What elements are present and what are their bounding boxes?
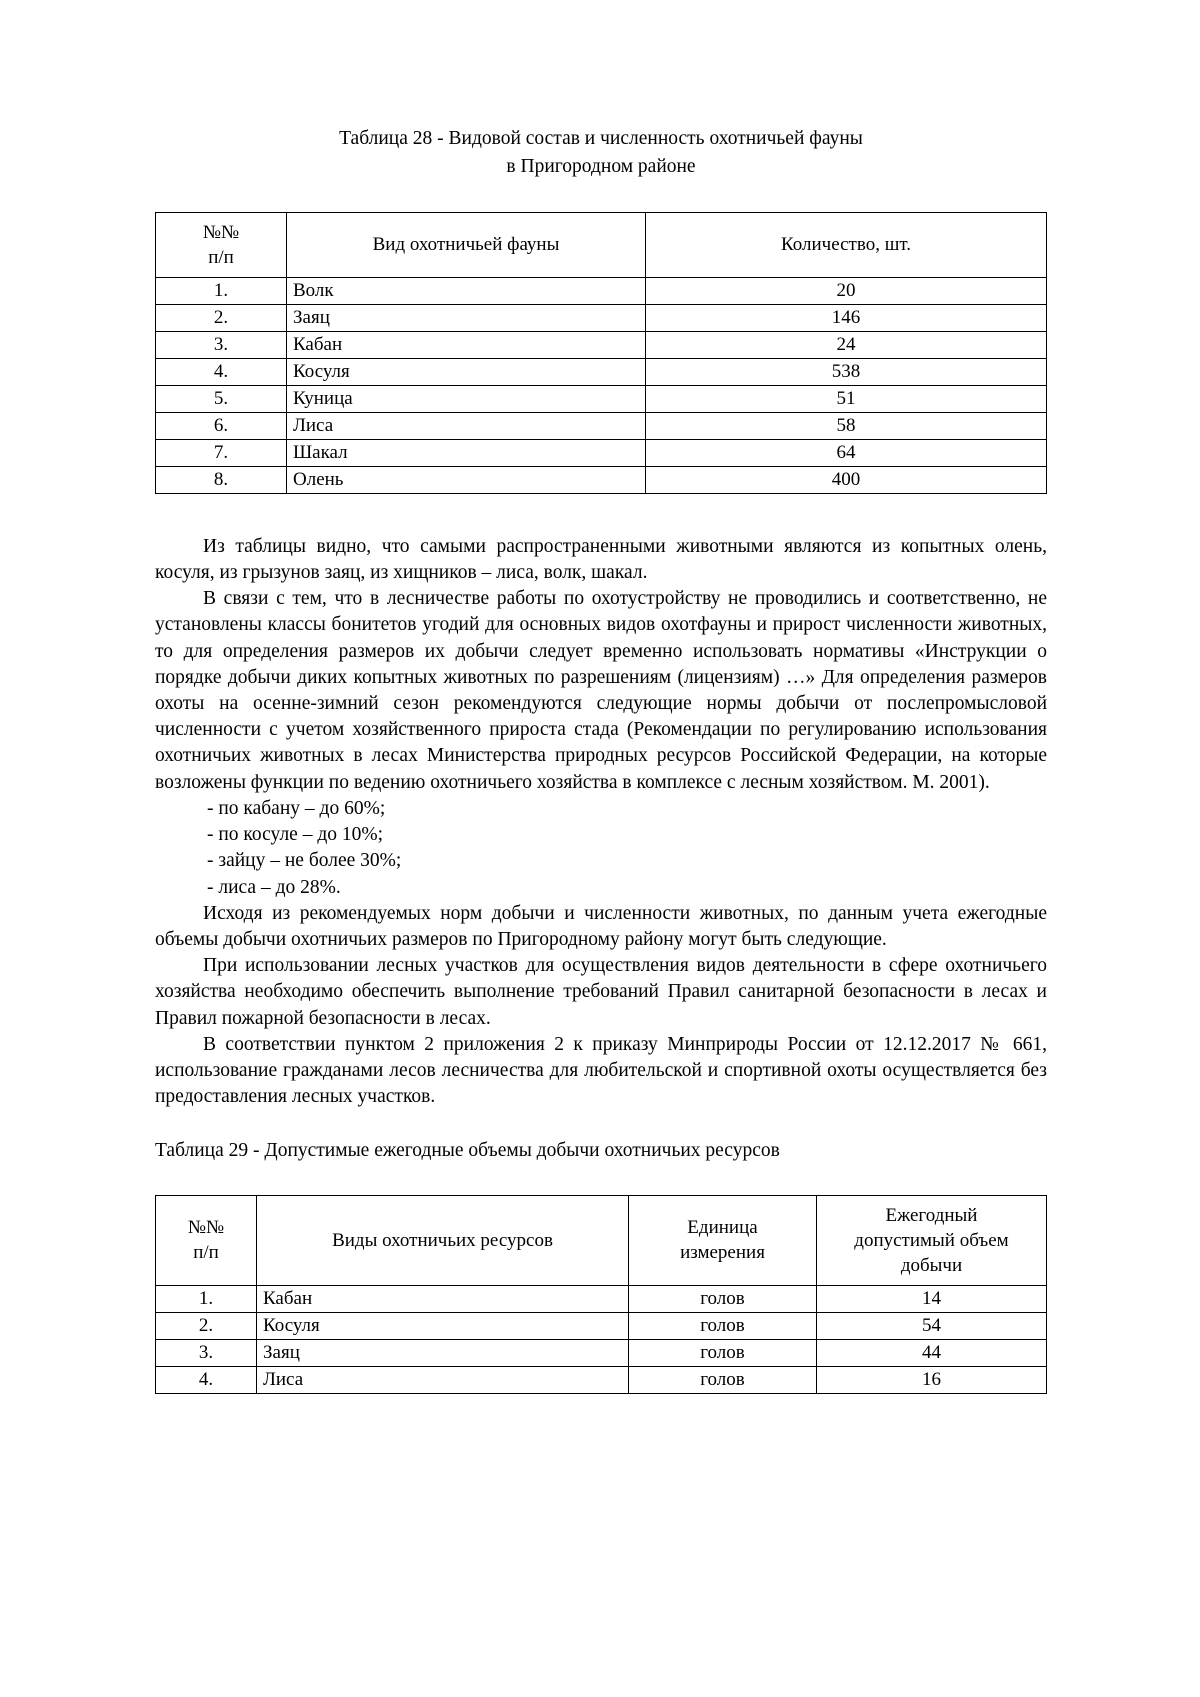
- table-header-row: [156, 212, 1047, 277]
- table-row: [156, 277, 1047, 304]
- paragraph-annual-volumes: Исходя из рекомендуемых норм добычи и численности животных, по данным учета ежегодные объемы добычи охотничьих размеров по Пригородному району могут быть следующие.: [155, 902, 1047, 950]
- row-number: 1.: [156, 277, 287, 304]
- row-quantity: 64: [646, 439, 1047, 466]
- row-species: Волк: [287, 277, 646, 304]
- row-resource: Косуля: [257, 1313, 629, 1340]
- row-unit: голов: [629, 1313, 817, 1340]
- table29-header-volume-line2: допустимый объем: [854, 1229, 1009, 1251]
- spacer: [155, 494, 1047, 534]
- spacer: [155, 182, 1047, 212]
- table-row: [156, 466, 1047, 493]
- table28-header-number: [156, 212, 287, 277]
- row-number: 3.: [156, 331, 287, 358]
- paragraph-minprirody: В соответствии пунктом 2 приложения 2 к приказу Минприроды России от 12.12.2017 № 661, использование гражданами лесов лесничества для любительской и спортивной охоты осуществляется без предоставления лесных участков.: [155, 1033, 1047, 1108]
- table29-caption: Таблица 29 - Допустимые ежегодные объемы добычи охотничьих ресурсов: [155, 1139, 780, 1161]
- paragraph-forest-plots: При использовании лесных участков для осуществления видов деятельности в сфере охотничьего хозяйства необходимо обеспечить выполнение требований Правил санитарной безопасности в лесах и Правил пожарной безопасности в лесах.: [155, 955, 1047, 1029]
- table-row: [156, 1313, 1047, 1340]
- table29-header-number-line2: п/п: [193, 1242, 219, 1264]
- row-volume: 14: [817, 1286, 1047, 1313]
- table-row: [156, 358, 1047, 385]
- table-row: [156, 385, 1047, 412]
- row-unit: голов: [629, 1286, 817, 1313]
- row-number: 5.: [156, 385, 287, 412]
- table28-header-number-line2: п/п: [208, 246, 234, 268]
- table-row: [156, 331, 1047, 358]
- row-number: 4.: [156, 358, 287, 385]
- row-volume: 44: [817, 1340, 1047, 1367]
- table28-caption-line2: в Пригородном районе: [506, 156, 696, 178]
- table-row: [156, 1286, 1047, 1313]
- spacer: [155, 1111, 1047, 1137]
- row-number: 1.: [156, 1286, 257, 1313]
- table28-caption: [155, 125, 1047, 182]
- table28-header-number-line1: №№: [202, 221, 240, 243]
- row-resource: Заяц: [257, 1340, 629, 1367]
- table29-header-volume-line1: Ежегодный: [885, 1204, 978, 1226]
- table-row: [156, 304, 1047, 331]
- spacer: [155, 1165, 1047, 1195]
- bullet-fox: - лиса – до 28%.: [207, 876, 341, 898]
- table29-header-number: [156, 1195, 257, 1285]
- row-species: Шакал: [287, 439, 646, 466]
- row-volume: 54: [817, 1313, 1047, 1340]
- row-volume: 16: [817, 1367, 1047, 1394]
- row-unit: голов: [629, 1340, 817, 1367]
- table29-header-number-line1: №№: [187, 1217, 225, 1239]
- row-unit: голов: [629, 1367, 817, 1394]
- row-quantity: 538: [646, 358, 1047, 385]
- row-quantity: 58: [646, 412, 1047, 439]
- table-hunting-fauna: [155, 212, 1047, 494]
- row-number: 4.: [156, 1367, 257, 1394]
- row-resource: Кабан: [257, 1286, 629, 1313]
- bullet-hare: - зайцу – не более 30%;: [207, 850, 402, 872]
- row-number: 3.: [156, 1340, 257, 1367]
- table29-header-unit: [629, 1195, 817, 1285]
- table-allowable-harvest: [155, 1195, 1047, 1394]
- paragraph-summary: Из таблицы видно, что самыми распространенными животными являются из копытных олень, косуля, из грызунов заяц, из хищников – лиса, волк, шакал.: [155, 535, 1047, 583]
- row-quantity: 51: [646, 385, 1047, 412]
- row-number: 2.: [156, 1313, 257, 1340]
- row-species: Заяц: [287, 304, 646, 331]
- row-species: Косуля: [287, 358, 646, 385]
- row-number: 8.: [156, 466, 287, 493]
- paragraph-norms-basis: В связи с тем, что в лесничестве работы по охотустройству не проводились и соответственно, не установлены классы бонитетов угодий для основных видов охотфауны и прирост численности животных, то для определения размеров их добычи следует временно использовать нормативы «Инструкции о порядке добычи диких копытных животных по разрешениям (лицензиям) …» Для определения размеров охоты на осенне-зимний сезон рекомендуются следующие нормы добычи от послепромысловой численности с учетом хозяйственного прироста стада (Рекомендации по регулированию использования охотничьих животных в лесах Министерства природных ресурсов Российской Федерации, на которые возложены функции по ведению охотничьего хозяйства в комплексе с лесным хозяйством. М. 2001).: [155, 588, 1047, 793]
- row-species: Куница: [287, 385, 646, 412]
- table-header-row: [156, 1195, 1047, 1285]
- table29-header-volume: [817, 1195, 1047, 1285]
- table-row: [156, 412, 1047, 439]
- table29-body: [156, 1286, 1047, 1394]
- table29-header-unit-line1: Единица: [687, 1217, 758, 1239]
- table28-body: [156, 277, 1047, 493]
- row-quantity: 20: [646, 277, 1047, 304]
- table29-head: [156, 1195, 1047, 1285]
- document-content: [155, 125, 1047, 1394]
- row-resource: Лиса: [257, 1367, 629, 1394]
- table28-caption-line1: Таблица 28 - Видовой состав и численность охотничьей фауны: [339, 128, 863, 149]
- table28-header-species: Вид охотничьей фауны: [287, 212, 646, 277]
- row-number: 7.: [156, 439, 287, 466]
- table-row: [156, 1367, 1047, 1394]
- row-quantity: 400: [646, 466, 1047, 493]
- table29-header-unit-line2: измерения: [680, 1242, 765, 1264]
- bullet-boar: - по кабану – до 60%;: [207, 797, 386, 819]
- row-number: 6.: [156, 412, 287, 439]
- table29-header-volume-line3: добычи: [900, 1254, 963, 1276]
- bullet-roe: - по косуле – до 10%;: [207, 824, 384, 846]
- row-species: Лиса: [287, 412, 646, 439]
- row-quantity: 146: [646, 304, 1047, 331]
- table29-header-resource: Виды охотничьих ресурсов: [257, 1195, 629, 1285]
- row-number: 2.: [156, 304, 287, 331]
- row-species: Олень: [287, 466, 646, 493]
- table-row: [156, 1340, 1047, 1367]
- table-row: [156, 439, 1047, 466]
- row-species: Кабан: [287, 331, 646, 358]
- table28-header-quantity: Количество, шт.: [646, 212, 1047, 277]
- row-quantity: 24: [646, 331, 1047, 358]
- table28-head: [156, 212, 1047, 277]
